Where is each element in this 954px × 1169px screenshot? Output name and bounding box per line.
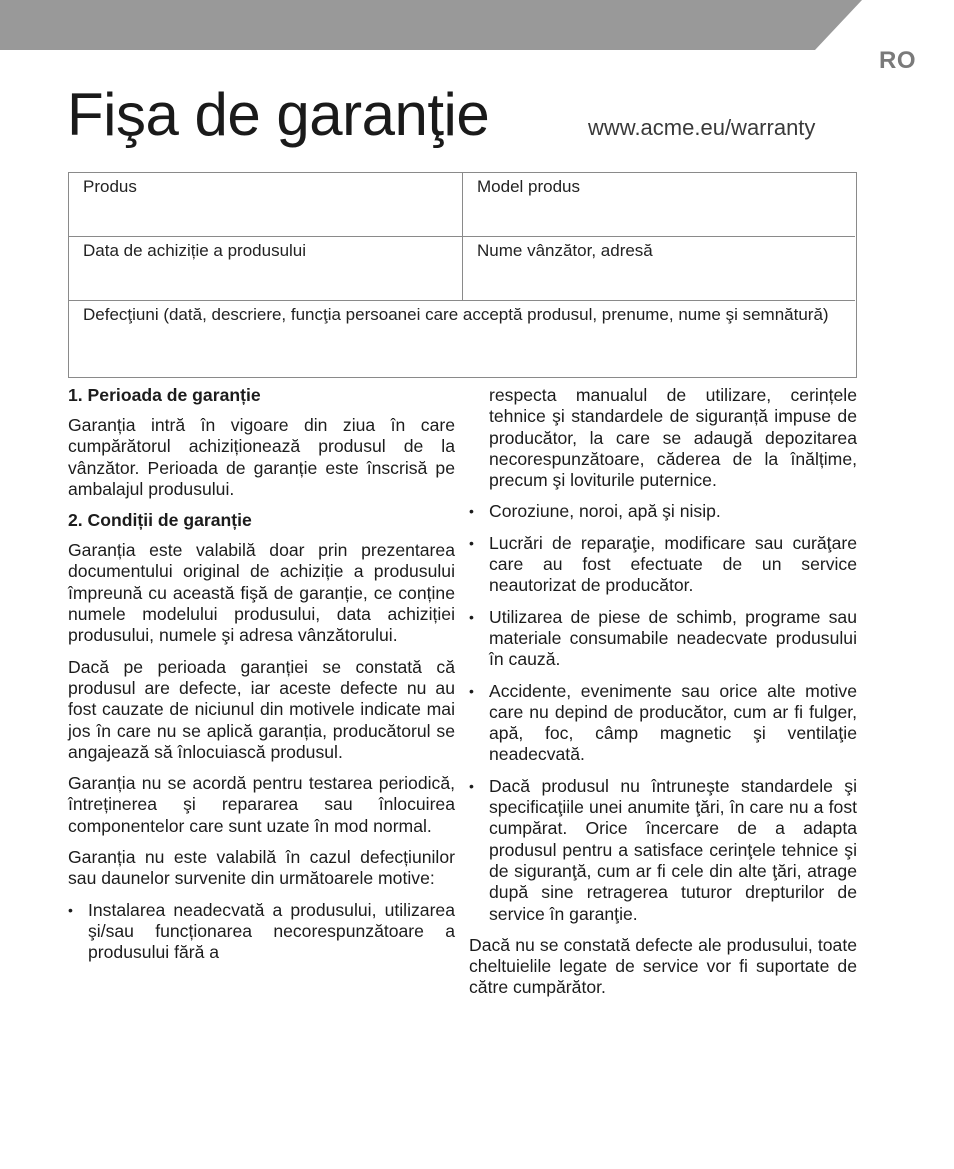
field-defects-label: Defecţiuni (dată, descriere, funcţia persoanei care acceptă produsul, prenume, nume şi semnătură) [83,305,829,324]
warranty-url: www.acme.eu/warranty [588,115,816,140]
paragraph: Dacă nu se constată defecte ale produsului, toate cheltuielile legate de service vor fi suportate de către cumpărător. [469,934,857,998]
paragraph: Garanția nu este valabilă în cazul defecțiunilor sau daunelor survenite din următoarele motive: [68,847,455,889]
warranty-form [68,172,857,378]
field-seller-label: Nume vânzător, adresă [477,241,653,260]
section-heading-warranty-period: 1. Perioada de garanție [68,385,261,405]
page-title: Fişa de garanţie [67,81,490,148]
field-product-model-label: Model produs [477,177,581,196]
list-item: • Accidente, evenimente sau orice alte motive care nu depind de producător, cum ar fi fulger, apă, foc, câmp magnetic şi ventilaţie neadecvată. [469,681,857,766]
bullet-list [68,900,455,964]
field-product-model[interactable] [463,173,855,237]
paragraph: Dacă pe perioada garanției se constată că produsul are defecte, iar aceste defecte nu au fost cauzate de niciunul din motivele indicate mai jos în care nu se aplică garanția, producătorul se angajează să înlocuiască produsul. [68,656,455,762]
bullet-list [469,501,857,924]
right-column [469,385,857,1009]
field-product-label: Produs [83,177,137,196]
field-purchase-date[interactable] [69,237,463,301]
list-item: • Dacă produsul nu întruneşte standardele şi specificaţiile unei anumite ţări, în care nu a fost cumpărat. Orice încercare de a adapta produsul pentru a satisface cerinţele tehnice şi de siguranţă, cum ar fi cele din alte ţări, atrage după sine retragerea tuturor drepturilor de service în garanţie. [469,776,857,925]
field-purchase-date-label: Data de achiziție a produsului [83,241,307,260]
section-heading-warranty-conditions: 2. Condiții de garanție [68,510,252,531]
left-column [68,385,455,974]
field-seller[interactable] [463,237,855,301]
field-defects[interactable] [69,301,855,377]
list-item: • Utilizarea de piese de schimb, programe sau materiale consumabile neadecvate produsului în cauză. [469,607,857,671]
field-product[interactable] [69,173,463,237]
paragraph: Garanția intră în vigoare din ziua în care cumpărătorul achiziționează produsul de la vânzător. Perioada de garanție este înscrisă pe ambalajul produsului. [68,415,455,499]
paragraph: Garanția este valabilă doar prin prezentarea documentului original de achiziție a produsului împreună cu această fişă de garanție, ce conține numele modelului produsului, data achiziției produsului, numele şi adresa vânzătorului. [68,540,455,646]
list-item: • Coroziune, noroi, apă şi nisip. [469,501,857,522]
paragraph: Garanția nu se acordă pentru testarea periodică, întreținerea şi repararea sau înlocuirea componentelor care sunt uzate în mod normal. [68,773,455,836]
language-code: RO [879,47,916,74]
header-bar [0,0,954,50]
list-item-continuation: respecta manualul de utilizare, cerințele tehnice şi standardele de siguranță impuse de producător, la care se adaugă depozitarea necorespunzătoare, căderea de la înălțime, precum şi loviturile puternice. [489,385,857,491]
list-item: • Lucrări de reparaţie, modificare sau curăţare care au fost efectuate de un service neautorizat de producător. [469,533,857,597]
list-item: • Instalarea neadecvată a produsului, utilizarea şi/sau funcționarea necorespunzătoare a produsului fără a [68,900,455,964]
